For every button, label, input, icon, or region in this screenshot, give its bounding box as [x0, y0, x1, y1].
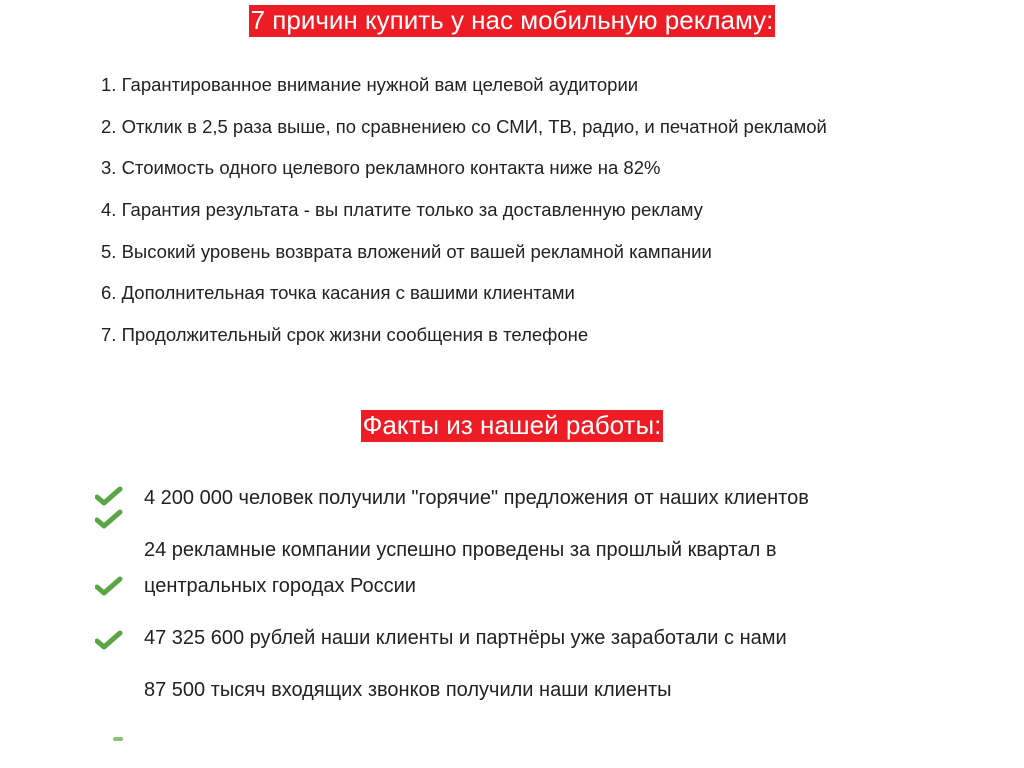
- check-icon: [95, 485, 123, 507]
- check-icon: [95, 508, 123, 530]
- reason-item: 7. Продолжительный срок жизни сообщения в телефоне: [101, 324, 589, 346]
- check-icon: [95, 575, 123, 597]
- page-title-text: 7 причин купить у нас мобильную рекламу:: [250, 5, 774, 35]
- reason-item: 6. Дополнительная точка касания с вашими клиентами: [101, 282, 575, 304]
- reason-item: 2. Отклик в 2,5 раза выше, по сравнениею со СМИ, ТВ, радио, и печатной рекламой: [101, 115, 827, 137]
- reason-item: 3. Стоимость одного целевого рекламного контакта ниже на 82%: [101, 157, 661, 179]
- fact-item: [95, 672, 895, 708]
- bottom-crop: [0, 742, 1024, 768]
- check-icon: [95, 629, 123, 651]
- page-title: [0, 5, 1024, 37]
- fact-text: 4 200 000 человек получили "горячие" предложения от наших клиентов: [144, 487, 809, 509]
- reason-item: 5. Высокий уровень возврата вложений от вашей рекламной кампании: [101, 240, 712, 262]
- reason-item: 4. Гарантия результата - вы платите только за доставленную рекламу: [101, 199, 703, 221]
- facts-title-text: Факты из нашей работы:: [362, 410, 662, 440]
- reason-item: 1. Гарантированное внимание нужной вам целевой аудитории: [101, 74, 639, 95]
- facts-list: [95, 480, 895, 724]
- facts-title: [0, 410, 1024, 442]
- fact-text: 47 325 600 рублей наши клиенты и партнёры уже заработали с нами: [144, 627, 787, 649]
- fact-item: [95, 480, 895, 516]
- fact-text: 87 500 тысяч входящих звонков получили наши клиенты: [144, 679, 672, 701]
- fact-text: 24 рекламные компании успешно проведены за прошлый квартал в центральных городах России: [144, 539, 777, 597]
- fact-item: [95, 620, 895, 656]
- check-icon-partial: [113, 737, 123, 741]
- fact-item: [95, 532, 895, 604]
- reasons-list: [101, 72, 827, 364]
